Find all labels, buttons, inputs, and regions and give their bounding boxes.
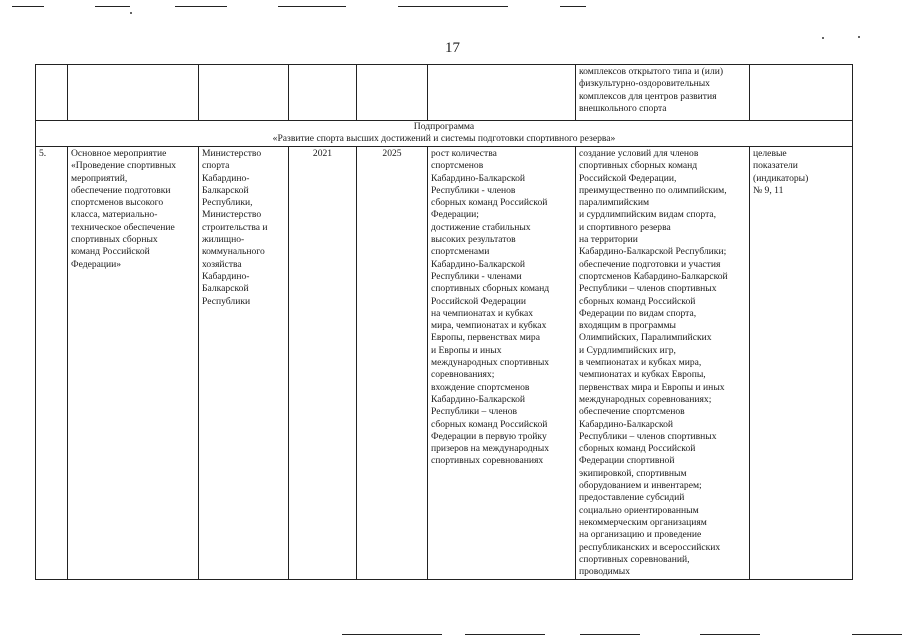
scan-dot	[822, 37, 824, 39]
activities-table	[35, 64, 853, 580]
scan-line	[278, 6, 346, 7]
scan-line	[175, 6, 227, 7]
cell-empty	[68, 65, 199, 121]
scan-line	[700, 634, 760, 635]
scan-line	[342, 634, 442, 635]
start-year: 2021	[289, 147, 357, 580]
scan-line	[398, 6, 508, 7]
cell-empty	[750, 65, 853, 121]
cell-empty	[357, 65, 428, 121]
scan-line	[465, 634, 545, 635]
subprogram-title: «Развитие спорта высших достижений и системы подготовки спортивного резерва»	[272, 133, 616, 145]
cell-empty	[199, 65, 289, 121]
scan-line	[560, 6, 586, 7]
subprogram-heading	[36, 121, 853, 147]
expected-result: рост количества спортсменов Кабардино-Балкарской Республики - членов сборных команд Российской Федерации; достижение стабильных высоких результатов спортсменами Кабардино-Балкарской Республики - членами спортивных сборных команд Российской Федерации на чемпионатах и кубках мира, чемпионатах и кубках Европы, первенствах мира и Европы и иных международных спортивных соревнованиях; вхождение спортсменов Кабардино-Балкарской Республики – членов сборных команд Российской Федерации в первую тройку призеров на международных спортивных соревнованиях	[428, 147, 576, 580]
table-row	[36, 147, 853, 580]
executor: Министерство спорта Кабардино- Балкарской Республики, Министерство строительства и жилищно- коммунального хозяйства Кабардино- Балкарской Республики	[199, 147, 289, 580]
target-indicators: целевые показатели (индикаторы) № 9, 11	[750, 147, 853, 580]
scan-dot	[130, 12, 132, 14]
scan-line	[852, 634, 902, 635]
cell-empty	[36, 65, 68, 121]
subprogram-label: Подпрограмма	[413, 121, 475, 132]
scan-dot	[858, 36, 860, 38]
event-name: Основное мероприятие «Проведение спортивных мероприятий, обеспечение подготовки спортсменов высокого класса, материально- техническое обеспечение спортивных сборных команд Российской Федерации»	[68, 147, 199, 580]
activities-continuation: комплексов открытого типа и (или) физкультурно-оздоровительных комплексов для центров развития внешкольного спорта	[576, 65, 750, 121]
scan-line	[580, 634, 640, 635]
end-year: 2025	[357, 147, 428, 580]
main-activities: создание условий для членов спортивных сборных команд Российской Федерации, преимущественно по олимпийским, паралимпийским и сурдлимпийским видам спорта, и спортивного резерва на территории Кабардино-Балкарской Республики; обеспечение подготовки и участия спортсменов Кабардино-Балкарской Республики – членов спортивных сборных команд Российской Федерации по видам спорта, входящим в программы Олимпийских, Паралимпийских и Сурдлимпийских игр, в чемпионатах и кубках мира, чемпионатах и кубках Европы, первенствах мира и Европы и иных международных соревнованиях; обеспечение спортсменов Кабардино-Балкарской Республики – членов спортивных сборных команд Российской Федерации спортивной экипировкой, спортивным оборудованием и инвентарем; предоставление субсидий социально ориентированным некоммерческим организациям на организацию и проведение республиканских и всероссийских спортивных соревнований, проводимых	[576, 147, 750, 580]
page-number: 17	[445, 40, 460, 56]
subprogram-row	[36, 121, 853, 147]
cell-empty	[289, 65, 357, 121]
continuation-row	[36, 65, 853, 121]
row-number: 5.	[36, 147, 68, 580]
cell-empty	[428, 65, 576, 121]
scan-line	[12, 6, 44, 7]
scan-line	[95, 6, 130, 7]
